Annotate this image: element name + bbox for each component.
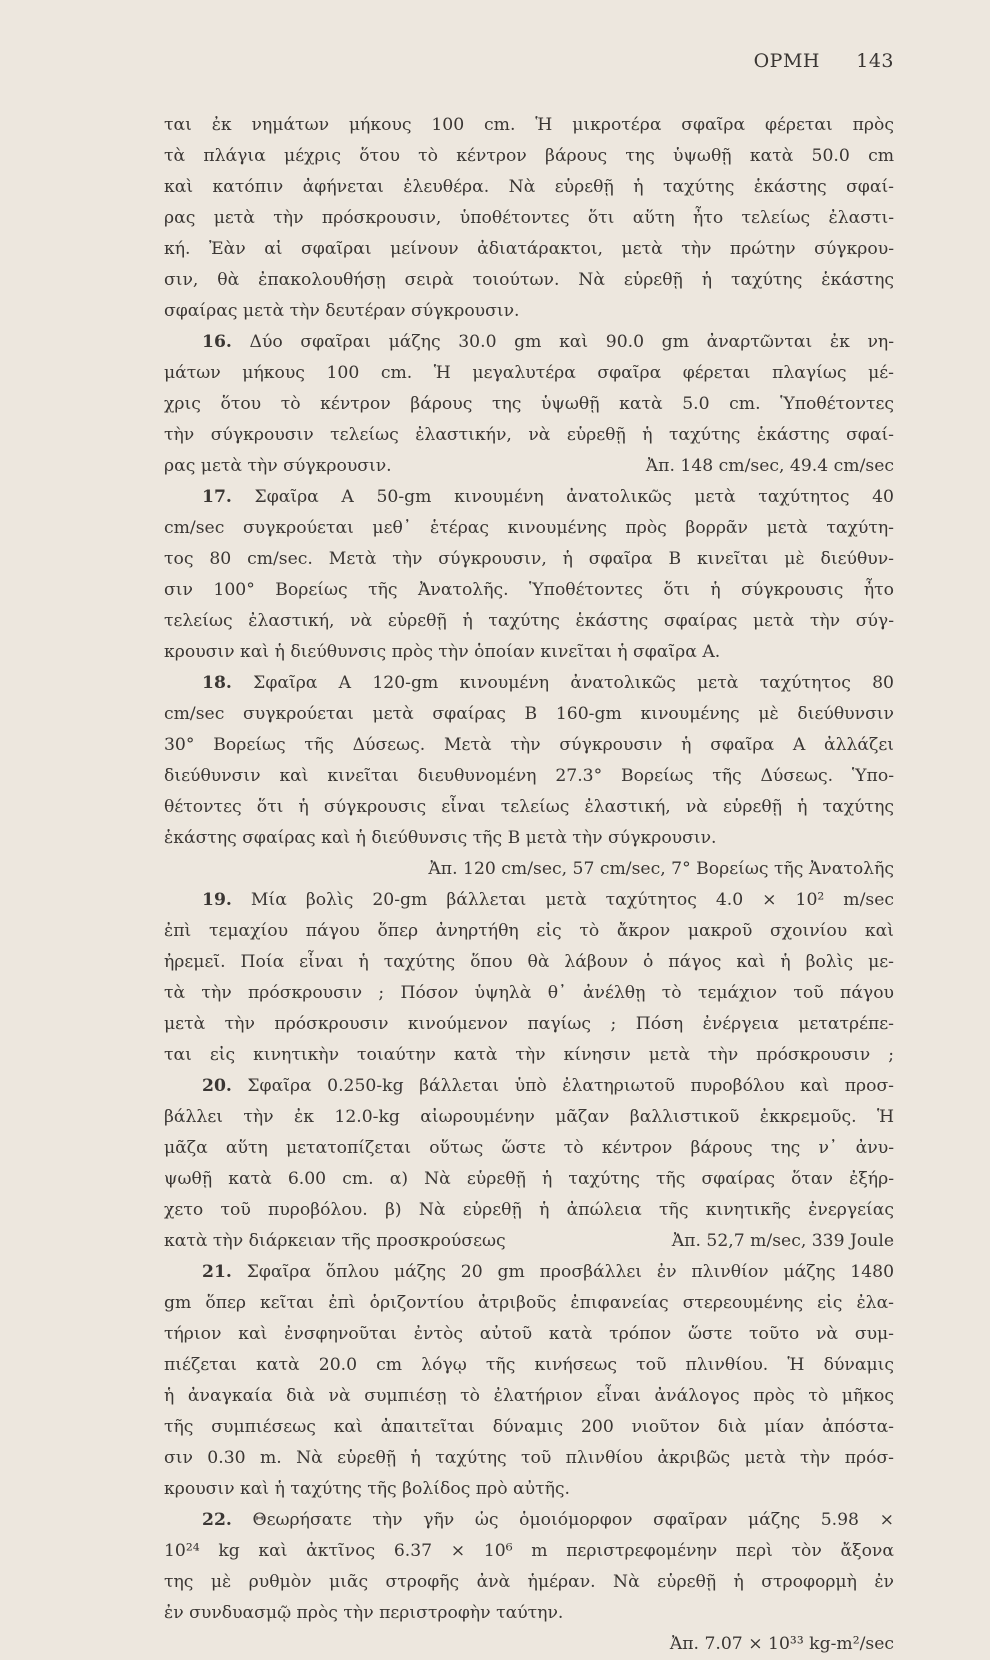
- text-line: σιν 0.30 m. Νὰ εὑρεθῇ ἡ ταχύτης τοῦ πλινθίου ἀκριβῶς μετὰ τὴν πρόσ-: [164, 1448, 894, 1468]
- problem-18-first-line: [164, 668, 894, 699]
- problem-text: Σφαῖρα A 50-gm κινουμένη ἀνατολικῶς μετὰ ταχύτητος 40: [254, 487, 894, 507]
- problem-22-first-line: [164, 1505, 894, 1536]
- text-line: χετο τοῦ πυροβόλου. β) Νὰ εὑρεθῇ ἡ ἀπώλεια τῆς κινητικῆς ἐνεργείας: [164, 1200, 894, 1220]
- problem-text: Θεωρήσατε τὴν γῆν ὡς ὁμοιόμορφον σφαῖραν μάζης 5.98 ×: [252, 1510, 894, 1530]
- text-line: 10²⁴ kg καὶ ἀκτῖνος 6.37 × 10⁶ m περιστρεφομένην περὶ τὸν ἄξονα: [164, 1541, 894, 1561]
- running-head: [164, 50, 894, 80]
- text-line: της μὲ ρυθμὸν μιᾶς στροφῆς ἀνὰ ἡμέραν. Νὰ εὑρεθῇ ἡ στροφορμὴ ἐν: [164, 1572, 894, 1592]
- text-line: τελείως ἐλαστική, νὰ εὑρεθῇ ἡ ταχύτης ἑκάστης σφαίρας μετὰ τὴν σύγ-: [164, 611, 894, 631]
- text-line: κρουσιν καὶ ἡ ταχύτης τῆς βολίδος πρὸ αὐτῆς.: [164, 1479, 570, 1499]
- text-line: διεύθυνσιν καὶ κινεῖται διευθυνομένη 27.3° Βορείως τῆς Δύσεως. Ὑπο-: [164, 766, 894, 786]
- text-line: κατὰ τὴν διάρκειαν τῆς προσκρούσεως: [164, 1231, 506, 1251]
- problem-number: 18.: [202, 673, 232, 693]
- problem-text: Σφαῖρα A 120-gm κινουμένη ἀνατολικῶς μετὰ ταχύτητος 80: [253, 673, 894, 693]
- text-line: μετὰ τὴν πρόσκρουσιν κινούμενον παγίως ; Πόση ἐνέργεια μετατρέπε-: [164, 1014, 894, 1034]
- problem-number: 21.: [202, 1262, 232, 1282]
- page-number: 143: [856, 50, 894, 72]
- text-line: τήριον καὶ ἐνσφηνοῦται ἐντὸς αὐτοῦ κατὰ τρόπον ὥστε τοῦτο νὰ συμ-: [164, 1324, 894, 1344]
- text-line: θέτοντες ὅτι ἡ σύγκρουσις εἶναι τελείως ἐλαστική, νὰ εὑρεθῇ ἡ ταχύτης: [164, 797, 894, 817]
- body-text: [164, 110, 894, 1660]
- problem-21-first-line: [164, 1257, 894, 1288]
- problem-text: Σφαῖρα 0.250-kg βάλλεται ὑπὸ ἐλατηριωτοῦ πυροβόλου καὶ προσ-: [247, 1076, 894, 1096]
- text-line: σφαίρας μετὰ τὴν δευτέραν σύγκρουσιν.: [164, 301, 520, 321]
- problem-16-first-line: [164, 327, 894, 358]
- text-line: ψωθῇ κατὰ 6.00 cm. α) Νὰ εὑρεθῇ ἡ ταχύτης τῆς σφαίρας ὅταν ἐξήρ-: [164, 1169, 894, 1189]
- answer: Ἀπ. 7.07 × 10³³ kg-m²/sec: [669, 1634, 894, 1654]
- text-line: μάτων μήκους 100 cm. Ἡ μεγαλυτέρα σφαῖρα φέρεται πλαγίως μέ-: [164, 363, 894, 383]
- text-line: ρας μετὰ τὴν σύγκρουσιν.: [164, 456, 392, 476]
- text-line: ται ἐκ νημάτων μήκους 100 cm. Ἡ μικροτέρα σφαῖρα φέρεται πρὸς: [164, 115, 894, 135]
- answer: Ἀπ. 52,7 m/sec, 339 Joule: [671, 1231, 894, 1251]
- problem-17-first-line: [164, 482, 894, 513]
- text-line: ρας μετὰ τὴν πρόσκρουσιν, ὑποθέτοντες ὅτι αὕτη ἦτο τελείως ἐλαστι-: [164, 208, 894, 228]
- running-title: ΟΡΜΗ: [753, 50, 820, 72]
- problem-20-answer-line: [164, 1226, 894, 1257]
- text-line: κρουσιν καὶ ἡ διεύθυνσις πρὸς τὴν ὁποίαν κινεῖται ἡ σφαῖρα A.: [164, 642, 721, 662]
- text-line: 30° Βορείως τῆς Δύσεως. Μετὰ τὴν σύγκρουσιν ἡ σφαῖρα A ἀλλάζει: [164, 735, 894, 755]
- problem-number: 22.: [202, 1510, 232, 1530]
- text-line: ἑκάστης σφαίρας καὶ ἡ διεύθυνσις τῆς B μετὰ τὴν σύγκρουσιν.: [164, 828, 717, 848]
- text-line: καὶ κατόπιν ἀφήνεται ἐλευθέρα. Νὰ εὑρεθῇ ἡ ταχύτης ἑκάστης σφαί-: [164, 177, 894, 197]
- text-line: βάλλει τὴν ἐκ 12.0-kg αἰωρουμένην μᾶζαν βαλλιστικοῦ ἐκκρεμοῦς. Ἡ: [164, 1107, 894, 1127]
- text-line: τὴν σύγκρουσιν τελείως ἐλαστικήν, νὰ εὑρεθῇ ἡ ταχύτης ἑκάστης σφαί-: [164, 425, 894, 445]
- problem-20-first-line: [164, 1071, 894, 1102]
- text-line: σιν, θὰ ἐπακολουθήσῃ σειρὰ τοιούτων. Νὰ εὑρεθῇ ἡ ταχύτης ἑκάστης: [164, 270, 894, 290]
- text-line: gm ὅπερ κεῖται ἐπὶ ὁριζοντίου ἀτριβοῦς ἐπιφανείας στερεουμένης εἰς ἐλα-: [164, 1293, 894, 1313]
- text-line: χρις ὅτου τὸ κέντρον βάρους της ὑψωθῇ κατὰ 5.0 cm. Ὑποθέτοντες: [164, 394, 894, 414]
- text-line: τὰ πλάγια μέχρις ὅτου τὸ κέντρον βάρους της ὑψωθῇ κατὰ 50.0 cm: [164, 146, 894, 166]
- text-line: ἐπὶ τεμαχίου πάγου ὅπερ ἀνηρτήθη εἰς τὸ ἄκρον μακροῦ σχοινίου καὶ: [164, 921, 894, 941]
- text-line: μᾶζα αὕτη μετατοπίζεται οὕτως ὥστε τὸ κέντρον βάρους της ν᾽ ἀνυ-: [164, 1138, 894, 1158]
- text-line: πιέζεται κατὰ 20.0 cm λόγῳ τῆς κινήσεως τοῦ πλινθίου. Ἡ δύναμις: [164, 1355, 894, 1375]
- problem-16-answer-line: [164, 451, 894, 482]
- text-line: τὰ τὴν πρόσκρουσιν ; Πόσον ὑψηλὰ θ᾽ ἀνέλθῃ τὸ τεμάχιον τοῦ πάγου: [164, 983, 894, 1003]
- problem-number: 20.: [202, 1076, 232, 1096]
- text-line: σιν 100° Βορείως τῆς Ἀνατολῆς. Ὑποθέτοντες ὅτι ἡ σύγκρουσις ἦτο: [164, 580, 894, 600]
- problem-number: 17.: [202, 487, 232, 507]
- problem-number: 16.: [202, 332, 232, 352]
- answer: Ἀπ. 120 cm/sec, 57 cm/sec, 7° Βορείως τῆς Ἀνατολῆς: [428, 859, 894, 879]
- text-line: τῆς συμπιέσεως καὶ ἀπαιτεῖται δύναμις 200 νιοῦτον διὰ μίαν ἀπόστα-: [164, 1417, 894, 1437]
- text-line: ται εἰς κινητικὴν τοιαύτην κατὰ τὴν κίνησιν μετὰ τὴν πρόσκρουσιν ;: [164, 1045, 894, 1065]
- text-line: cm/sec συγκρούεται μετὰ σφαίρας B 160-gm κινουμένης μὲ διεύθυνσιν: [164, 704, 894, 724]
- answer: Ἀπ. 148 cm/sec, 49.4 cm/sec: [645, 456, 894, 476]
- problem-text: Σφαῖρα ὅπλου μάζης 20 gm προσβάλλει ἐν πλινθίον μάζης 1480: [246, 1262, 894, 1282]
- text-line: κή. Ἐὰν αἱ σφαῖραι μείνουν ἀδιατάρακτοι, μετὰ τὴν πρώτην σύγκρου-: [164, 239, 894, 259]
- text-line: ἡ ἀναγκαία διὰ νὰ συμπιέσῃ τὸ ἐλατήριον εἶναι ἀνάλογος πρὸς τὸ μῆκος: [164, 1386, 894, 1406]
- text-line: τος 80 cm/sec. Μετὰ τὴν σύγκρουσιν, ἡ σφαῖρα B κινεῖται μὲ διεύθυν-: [164, 549, 894, 569]
- text-line: ἐν συνδυασμῷ πρὸς τὴν περιστροφὴν ταύτην.: [164, 1603, 564, 1623]
- problem-text: Μία βολὶς 20-gm βάλλεται μετὰ ταχύτητος 4.0 × 10² m/sec: [250, 890, 894, 910]
- problem-19-first-line: [164, 885, 894, 916]
- problem-text: Δύο σφαῖραι μάζης 30.0 gm καὶ 90.0 gm ἀναρτῶνται ἐκ νη-: [249, 332, 894, 352]
- text-line: ἠρεμεῖ. Ποία εἶναι ἡ ταχύτης ὅπου θὰ λάβουν ὁ πάγος καὶ ἡ βολὶς με-: [164, 952, 894, 972]
- problem-number: 19.: [202, 890, 232, 910]
- text-line: cm/sec συγκρούεται μεθ᾽ ἑτέρας κινουμένης πρὸς βορρᾶν μετὰ ταχύτη-: [164, 518, 894, 538]
